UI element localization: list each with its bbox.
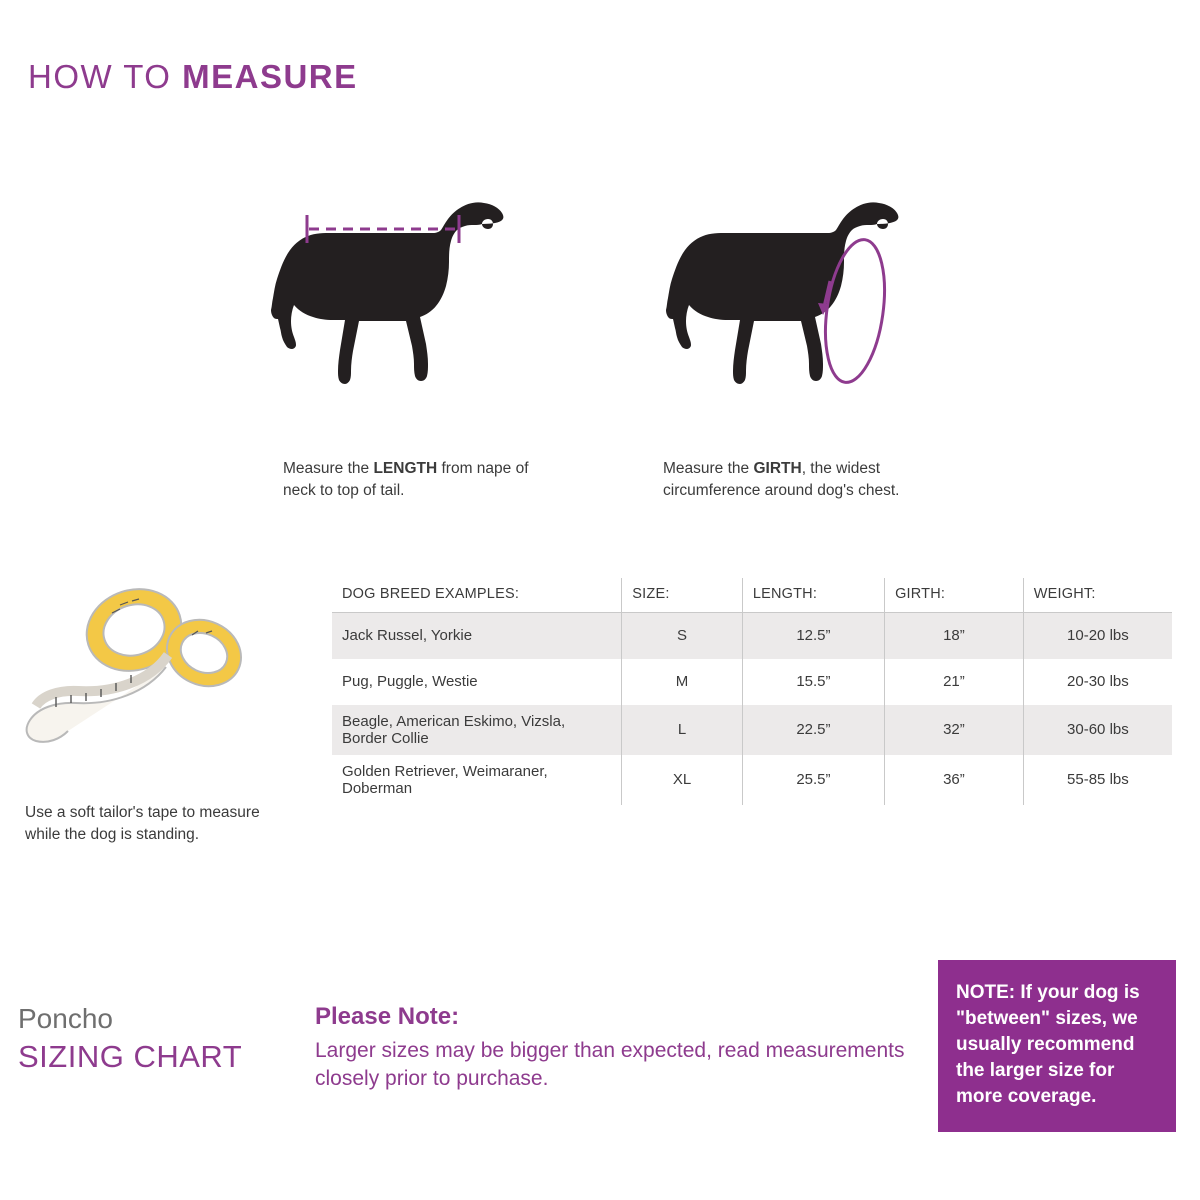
tape-measure-icon bbox=[16, 575, 296, 775]
header-girth: GIRTH: bbox=[885, 578, 1024, 613]
tape-caption: Use a soft tailor's tape to measure while the dog is standing. bbox=[25, 804, 260, 843]
header-weight: WEIGHT: bbox=[1023, 578, 1172, 613]
cell-size: XL bbox=[622, 755, 743, 805]
cell-size: S bbox=[622, 613, 743, 659]
girth-ellipse-icon bbox=[800, 221, 920, 401]
sizing-table-wrap bbox=[332, 578, 1172, 805]
cell-breed: Beagle, American Eskimo, Vizsla, Border Collie bbox=[332, 705, 622, 755]
cell-length: 25.5” bbox=[742, 755, 884, 805]
product-sizing-title bbox=[18, 1000, 298, 1076]
header-breed: DOG BREED EXAMPLES: bbox=[332, 578, 622, 613]
please-note-heading: Please Note: bbox=[315, 1003, 460, 1030]
cell-weight: 55-85 lbs bbox=[1067, 771, 1129, 788]
length-caption bbox=[283, 458, 553, 502]
cell-girth: 18” bbox=[885, 613, 1024, 659]
page-title-emphasis: MEASURE bbox=[182, 58, 358, 95]
girth-caption-post: , the widest circumference around dog's chest. bbox=[663, 460, 900, 499]
cell-girth: 36” bbox=[885, 755, 1024, 805]
table-row bbox=[332, 659, 1172, 705]
cell-length: 15.5” bbox=[742, 659, 884, 705]
girth-caption-bold: GIRTH bbox=[753, 460, 802, 477]
girth-caption-pre: Measure the bbox=[663, 460, 754, 477]
cell-girth: 21” bbox=[885, 659, 1024, 705]
cell-size: M bbox=[622, 659, 743, 705]
tape-measure-illustration bbox=[16, 575, 296, 775]
page-title-prefix: HOW TO bbox=[28, 58, 183, 95]
sizing-table-body bbox=[332, 613, 1172, 805]
length-arrow-icon bbox=[297, 209, 557, 269]
sizing-table-head bbox=[332, 578, 1172, 613]
cell-breed: Jack Russel, Yorkie bbox=[332, 613, 622, 659]
sizing-chart-label: SIZING CHART bbox=[18, 1039, 243, 1074]
header-length: LENGTH: bbox=[742, 578, 884, 613]
please-note-body: Larger sizes may be bigger than expected, read measurements closely prior to purchase. bbox=[315, 1039, 905, 1090]
page-title bbox=[28, 58, 358, 96]
note-badge: NOTE: If your dog is "between" sizes, we usually recommend the larger size for more coverage. bbox=[938, 960, 1176, 1132]
table-row bbox=[332, 705, 1172, 755]
header-size: SIZE: bbox=[622, 578, 743, 613]
please-note-block bbox=[315, 1003, 915, 1093]
girth-caption bbox=[663, 458, 953, 502]
table-row bbox=[332, 755, 1172, 805]
cell-weight: 20-30 lbs bbox=[1067, 673, 1129, 690]
length-caption-post: from nape of neck to top of tail. bbox=[283, 460, 529, 499]
girth-illustration bbox=[650, 185, 910, 425]
cell-length: 22.5” bbox=[742, 705, 884, 755]
cell-girth: 32” bbox=[885, 705, 1024, 755]
cell-weight: 30-60 lbs bbox=[1067, 721, 1129, 738]
table-row bbox=[332, 613, 1172, 659]
length-caption-pre: Measure the bbox=[283, 460, 374, 477]
sizing-table bbox=[332, 578, 1172, 805]
cell-size: L bbox=[622, 705, 743, 755]
cell-breed: Pug, Puggle, Westie bbox=[332, 659, 622, 705]
table-header-row bbox=[332, 578, 1172, 613]
cell-breed: Golden Retriever, Weimaraner, Doberman bbox=[332, 755, 622, 805]
cell-weight: 10-20 lbs bbox=[1067, 627, 1129, 645]
length-caption-bold: LENGTH bbox=[373, 460, 438, 477]
cell-length: 12.5” bbox=[742, 613, 884, 659]
product-name: Poncho bbox=[18, 1003, 113, 1034]
length-illustration bbox=[255, 185, 515, 425]
